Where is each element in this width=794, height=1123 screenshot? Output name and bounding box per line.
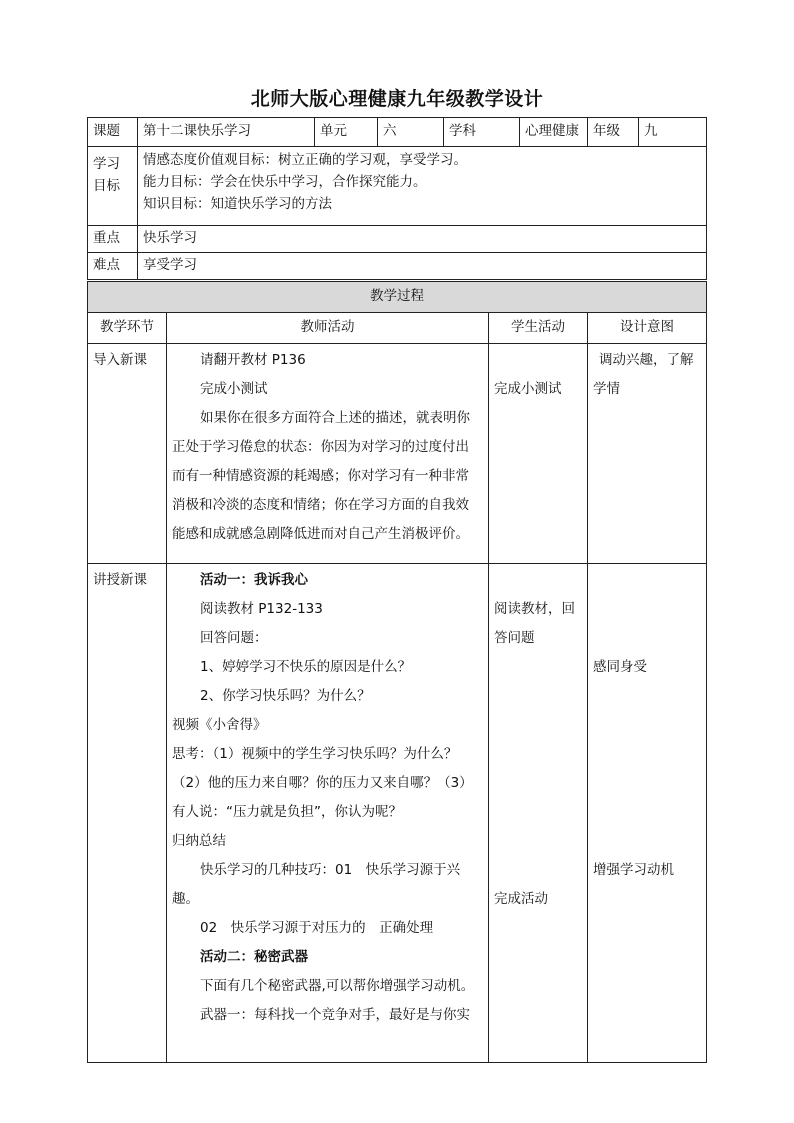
teacher-line: 完成小测试: [200, 381, 268, 397]
lesson-row: [88, 118, 707, 147]
lesson-value: 第十二课快乐学习: [138, 118, 315, 147]
objectives-label-line2: 目标: [93, 178, 120, 194]
intent-line: [593, 740, 701, 769]
teacher-line: （2）他的压力来自哪？你的压力又来自哪？（3）: [172, 775, 473, 791]
intent-line: 学情: [593, 381, 620, 397]
objectives-label-line1: 学习: [93, 156, 120, 172]
teacher-line: 正处于学习倦怠的状态：你因为对学习的过度付出: [172, 439, 469, 455]
stage-cell: [88, 344, 167, 564]
teacher-line: 请翻开教材 P136: [200, 352, 306, 368]
intent-line: [593, 798, 701, 827]
intent-line: [593, 624, 701, 653]
objectives-content: [138, 147, 707, 226]
intent-line: [593, 682, 701, 711]
stage-label: 讲授新课: [93, 572, 147, 588]
teacher-line: 2、你学习快乐吗？为什么？: [200, 688, 371, 704]
column-header-teacher: 教师活动: [167, 313, 489, 344]
column-header-intent: 设计意图: [588, 313, 707, 344]
teacher-line: 快乐学习的几种技巧：01 快乐学习源于兴: [200, 862, 461, 878]
teacher-line: 归纳总结: [172, 833, 226, 849]
teacher-line: 1、婷婷学习不快乐的原因是什么？: [200, 659, 412, 675]
student-activity-cell: [489, 564, 588, 1063]
intent-line: [593, 827, 701, 856]
column-header-stage: 教学环节: [88, 313, 167, 344]
objective-item: 知识目标：知道快乐学习的方法: [143, 196, 332, 212]
grade-label: 年级: [588, 118, 639, 147]
teacher-line: 而有一种情感资源的耗竭感；你对学习有一种非常: [172, 468, 469, 484]
intent-line: [593, 711, 701, 740]
page-title: 北师大版心理健康九年级教学设计: [250, 88, 544, 110]
objective-item: 能力目标：学会在快乐中学习，合作探究能力。: [143, 174, 427, 190]
student-line: [494, 769, 582, 798]
stage-label: 导入新课: [93, 352, 147, 368]
student-line: 完成小测试: [494, 381, 562, 397]
subject-value: 心理健康: [520, 118, 588, 147]
intent-line: [593, 595, 701, 624]
unit-value: 六: [378, 118, 444, 147]
intent-line: [593, 566, 701, 595]
unit-label: 单元: [315, 118, 378, 147]
teacher-line: 趣。: [172, 891, 199, 907]
teacher-line: 回答问题：: [200, 630, 268, 646]
column-header-student: 学生活动: [489, 313, 588, 344]
teacher-activity-cell: [167, 564, 489, 1063]
teacher-line: 阅读教材 P132-133: [200, 601, 323, 617]
intent-line: 调动兴趣，了解: [599, 352, 694, 368]
difficulty-label: 难点: [88, 253, 138, 280]
teacher-activity-cell: [167, 344, 489, 564]
teacher-line: 有人说：“压力就是负担”，你认为呢？: [172, 804, 402, 820]
process-heading: 教学过程: [88, 282, 707, 313]
process-heading-row: [88, 282, 707, 313]
student-line: [494, 346, 582, 375]
student-line: 答问题: [494, 630, 535, 646]
teacher-line: 02 快乐学习源于对压力的 正确处理: [200, 920, 434, 936]
teacher-line: 武器一：每科找一个竞争对手，最好是与你实: [200, 1007, 470, 1023]
teacher-line: 能感和成就感急剧降低进而对自己产生消极评价。: [172, 526, 469, 542]
process-row-new-lesson: [88, 564, 707, 1063]
student-line: [494, 653, 582, 682]
student-line: [494, 682, 582, 711]
student-activity-cell: [489, 344, 588, 564]
teacher-line: 如果你在很多方面符合上述的描述，就表明你: [200, 410, 470, 426]
objective-item: 情感态度价值观目标：树立正确的学习观，享受学习。: [143, 152, 467, 168]
student-line: [494, 856, 582, 885]
process-row-intro: [88, 344, 707, 564]
difficulty-value: 享受学习: [138, 253, 707, 280]
key-point-value: 快乐学习: [138, 226, 707, 253]
difficulty-row: [88, 253, 707, 280]
student-line: [494, 827, 582, 856]
teacher-line: 活动二：秘密武器: [200, 949, 308, 965]
intent-cell: [588, 564, 707, 1063]
objectives-label: [88, 147, 138, 226]
teaching-process-table: [87, 281, 707, 1063]
student-line: [494, 798, 582, 827]
student-line: [494, 711, 582, 740]
teacher-line: 下面有几个秘密武器,可以帮你增强学习动机。: [200, 978, 475, 994]
student-line: 完成活动: [494, 891, 548, 907]
student-line: 阅读教材，回: [494, 601, 575, 617]
process-column-header-row: [88, 313, 707, 344]
key-point-label: 重点: [88, 226, 138, 253]
teacher-line: 消极和冷淡的态度和情绪；你在学习方面的自我效: [172, 497, 469, 513]
intent-line: 增强学习动机: [593, 862, 674, 878]
stage-cell: [88, 564, 167, 1063]
intent-cell: [588, 344, 707, 564]
subject-label: 学科: [444, 118, 520, 147]
teacher-line: 活动一：我诉我心: [200, 572, 308, 588]
student-line: [494, 566, 582, 595]
lesson-info-table: [87, 117, 707, 280]
objectives-row: [88, 147, 707, 226]
lesson-label: 课题: [88, 118, 138, 147]
intent-line: [593, 769, 701, 798]
student-line: [494, 740, 582, 769]
key-point-row: [88, 226, 707, 253]
teacher-line: 思考：（1）视频中的学生学习快乐吗？为什么？: [172, 746, 458, 762]
intent-line: 感同身受: [593, 659, 647, 675]
grade-value: 九: [639, 118, 707, 147]
teacher-line: 视频《小舍得》: [172, 717, 267, 733]
